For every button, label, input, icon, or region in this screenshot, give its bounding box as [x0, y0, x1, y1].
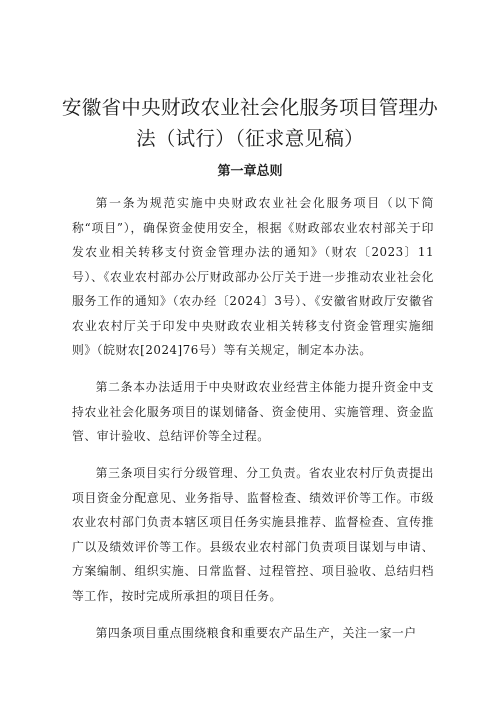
document-body	[72, 191, 434, 658]
article-4-paragraph: 第四条项目重点围绕粮食和重要农产品生产，关注一家一户	[95, 625, 417, 640]
article-3-paragraph: 第三条项目实行分级管理、分工负责。省农业农村厅负责提出项目资金分配意见、业务指导、监督检查、绩效评价等工作。市级农业农村部门负责本辖区项目任务实施县推荐、监督检查、宣传推广以及绩效评价等工作。县级农业农村部门负责项目谋划与申请、方案编制、组织实施、日常监督、过程管控、项目验收、总结归档等工作，按时完成所承担的项目任务。	[72, 466, 434, 603]
chapter-heading: 第一章总则	[217, 164, 283, 179]
article-2-paragraph: 第二条本办法适用于中央财政农业经营主体能力提升资金中支持农业社会化服务项目的谋划储备、资金使用、实施管理、资金监管、审计验收、总结评价等全过程。	[72, 380, 434, 443]
document-title: 安徽省中央财政农业社会化服务项目管理办法（试行）（征求意见稿）	[61, 96, 439, 150]
article-1-paragraph: 第一条为规范实施中央财政农业社会化服务项目（以下简称“项目”），确保资金使用安全，根据《财政部农业农村部关于印发农业相关转移支付资金管理办法的通知》（财农〔2023〕11号）、《农业农村部办公厅财政部办公厅关于进一步推动农业社会化服务工作的通知》（农办经〔2024〕3号）、《安徽省财政厅安徽省农业农村厅关于印发中央财政农业相关转移支付资金管理实施细则》（皖财农[2024]76号）等有关规定，制定本办法。	[72, 196, 434, 357]
